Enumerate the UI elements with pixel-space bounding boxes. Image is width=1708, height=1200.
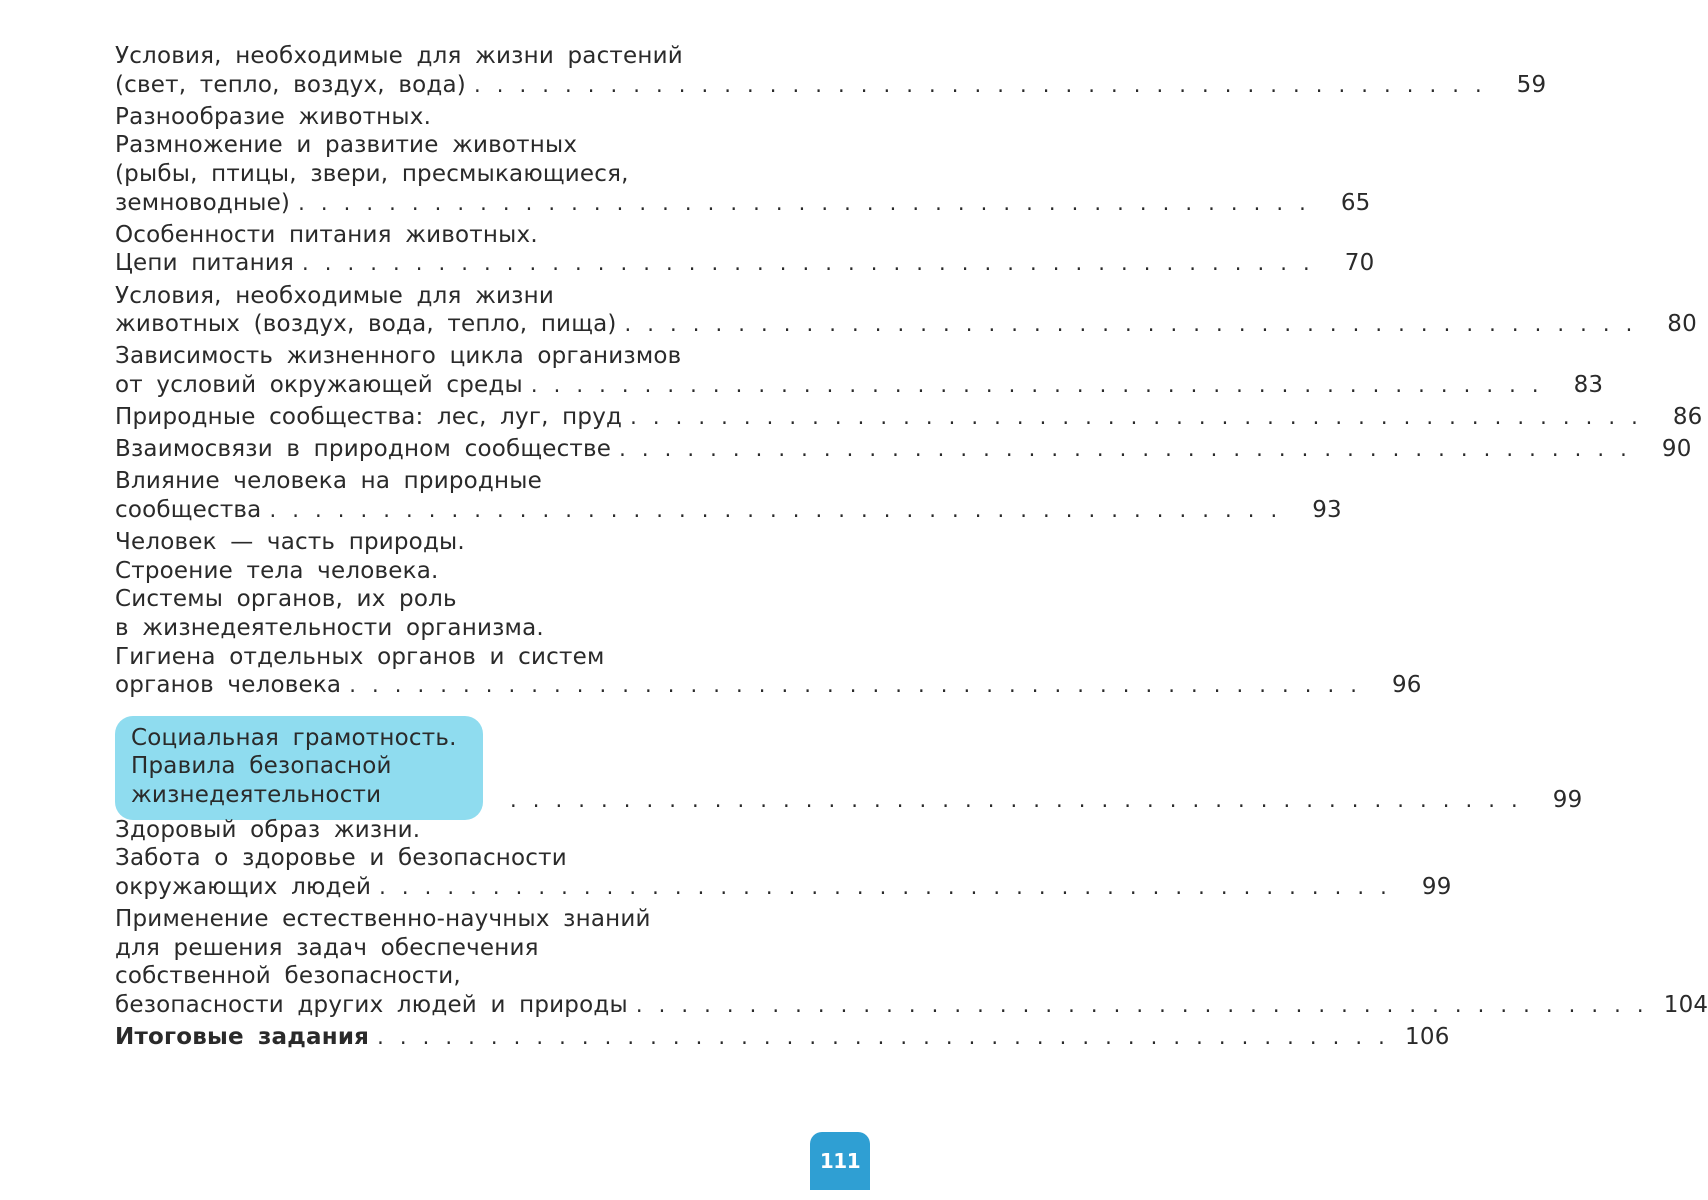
toc-entry[interactable] <box>115 342 1604 399</box>
toc-entry[interactable] <box>115 905 1708 1019</box>
page-number: 93 <box>1312 497 1342 524</box>
toc-entry[interactable] <box>115 816 1452 902</box>
entry-title-line: Итоговые задания <box>115 1024 370 1051</box>
entry-title-line: Размножение и развитие животных <box>115 132 578 159</box>
entry-title-line: для решения задач обеспечения <box>115 934 539 961</box>
dot-leader: . . . . . . . . . . . . . . . . . . . . . . . . . . . . . . . . . . . . . . . . . . . . . <box>473 72 1487 97</box>
entry-last-line <box>115 403 1703 432</box>
entry-title-line: земноводные) <box>115 189 291 216</box>
toc-entry[interactable] <box>115 42 1547 99</box>
entry-title-line: Применение естественно-научных знаний <box>115 906 651 933</box>
entry-title-line: Гигиена отдельных органов и систем <box>115 643 605 670</box>
entry-title-line: (свет, тепло, воздух, вода) <box>115 71 466 98</box>
entry-title-line: от условий окружающей среды <box>115 371 523 398</box>
page-number: 104 <box>1663 991 1708 1018</box>
entry-title-line: Разнообразие животных. <box>115 103 432 130</box>
page-number: 70 <box>1344 250 1375 277</box>
page-number: 99 <box>1421 874 1452 900</box>
dot-leader: . . . . . . . . . . . . . . . . . . . . . . . . . . . . . . . . . . . . . . . . . . . . . <box>630 405 1643 430</box>
entry-title-line: животных (воздух, вода, тепло, пища) <box>115 311 617 338</box>
page-number: 80 <box>1667 311 1697 338</box>
entry-title-line: Влияние человека на природные <box>115 468 542 495</box>
section-title-line: Социальная грамотность. <box>131 724 457 751</box>
dot-leader: . . . . . . . . . . . . . . . . . . . . . . . . . . . . . . . . . . . . . . . . . . . . . <box>624 312 1637 337</box>
entry-last-line <box>115 249 1375 278</box>
dot-leader: . . . . . . . . . . . . . . . . . . . . . . . . . . . . . . . . . . . . . . . . . . . . . <box>635 992 1649 1017</box>
entry-last-line <box>115 496 1342 525</box>
dot-leader: . . . . . . . . . . . . . . . . . . . . . . . . . . . . . . . . . . . . . . . . . . . . . <box>349 673 1362 698</box>
entry-last-line <box>115 873 1452 902</box>
section-title-line: Правила безопасной <box>131 753 392 780</box>
dot-leader: . . . . . . . . . . . . . . . . . . . . . . . . . . . . . . . . . . . . . . . . . . . . . <box>298 190 1311 215</box>
entry-title-line: Особенности питания животных. <box>115 221 538 248</box>
page-number-tab: 111 <box>810 1132 870 1190</box>
page-number: 59 <box>1516 71 1547 98</box>
entry-title-line: Условия, необходимые для жизни <box>115 282 554 309</box>
dot-leader: . . . . . . . . . . . . . . . . . . . . . . . . . . . . . . . . . . . . . . . . . . . . . <box>377 1025 1390 1050</box>
entry-last-line <box>115 371 1604 400</box>
entry-last-line <box>115 189 1371 218</box>
entry-title-line: Зависимость жизненного цикла организмов <box>115 343 682 370</box>
table-of-contents <box>115 42 1708 1055</box>
page-number: 65 <box>1340 189 1371 216</box>
entry-title-line: безопасности других людей и природы <box>115 991 628 1018</box>
section-title-line: жизнедеятельности <box>131 782 382 808</box>
toc-entry[interactable] <box>115 282 1697 339</box>
dot-leader: . . . . . . . . . . . . . . . . . . . . . . . . . . . . . . . . . . . . . . . . . . . . . <box>530 372 1544 397</box>
toc-entry-final-tasks[interactable] <box>115 1023 1450 1052</box>
entry-title-line: Взаимосвязи в природном сообществе <box>115 436 612 463</box>
toc-section-heading[interactable] <box>115 716 1583 816</box>
toc-entry[interactable] <box>115 403 1703 432</box>
entry-title-line: Строение тела человека. <box>115 557 439 584</box>
page-number: 86 <box>1672 404 1703 431</box>
entry-title-line: сообщества <box>115 497 262 524</box>
entry-last-line <box>115 310 1697 339</box>
page-number: 90 <box>1661 436 1692 463</box>
entry-title-line: Природные сообщества: лес, луг, пруд <box>115 404 623 431</box>
entry-last-line <box>115 671 1422 700</box>
dot-leader: . . . . . . . . . . . . . . . . . . . . . . . . . . . . . . . . . . . . . . . . . . . . . <box>269 498 1282 523</box>
page-number: 96 <box>1391 672 1422 699</box>
dot-leader: . . . . . . . . . . . . . . . . . . . . . . . . . . . . . . . . . . . . . . . . . . . . . <box>379 875 1392 899</box>
entry-title-line: Здоровый образ жизни. <box>115 816 421 843</box>
entry-title-line: Человек — часть природы. <box>115 529 465 556</box>
entry-title-line: окружающих людей <box>115 874 372 900</box>
entry-last-line <box>115 786 1583 815</box>
page-number: 83 <box>1573 371 1604 398</box>
entry-title-line: (рыбы, птицы, звери, пресмыкающиеся, <box>115 160 629 187</box>
toc-entry[interactable] <box>115 467 1342 524</box>
entry-last-line <box>115 1023 1450 1052</box>
page-number: 106 <box>1405 1024 1450 1051</box>
entry-title-line: в жизнедеятельности организма. <box>115 615 544 642</box>
dot-leader: . . . . . . . . . . . . . . . . . . . . . . . . . . . . . . . . . . . . . . . . . . . . . <box>302 251 1315 276</box>
entry-title-line: собственной безопасности, <box>115 963 461 990</box>
dot-leader: . . . . . . . . . . . . . . . . . . . . . . . . . . . . . . . . . . . . . . . . . . . . . <box>510 787 1523 812</box>
entry-title-line: органов человека <box>115 672 342 699</box>
toc-entry[interactable] <box>115 103 1371 217</box>
entry-title-line: Системы органов, их роль <box>115 586 457 613</box>
entry-title-line: Условия, необходимые для жизни растений <box>115 43 683 69</box>
toc-entry[interactable] <box>115 221 1375 278</box>
entry-last-line <box>115 435 1692 464</box>
entry-last-line <box>115 71 1547 100</box>
toc-entry[interactable] <box>115 435 1692 464</box>
page-number: 99 <box>1552 786 1583 813</box>
toc-entry[interactable] <box>115 528 1422 700</box>
dot-leader: . . . . . . . . . . . . . . . . . . . . . . . . . . . . . . . . . . . . . . . . . . . . . <box>619 437 1632 462</box>
entry-last-line <box>115 991 1708 1020</box>
entry-title-line: Цепи питания <box>115 250 295 277</box>
entry-title-line: Забота о здоровье и безопасности <box>115 845 567 872</box>
